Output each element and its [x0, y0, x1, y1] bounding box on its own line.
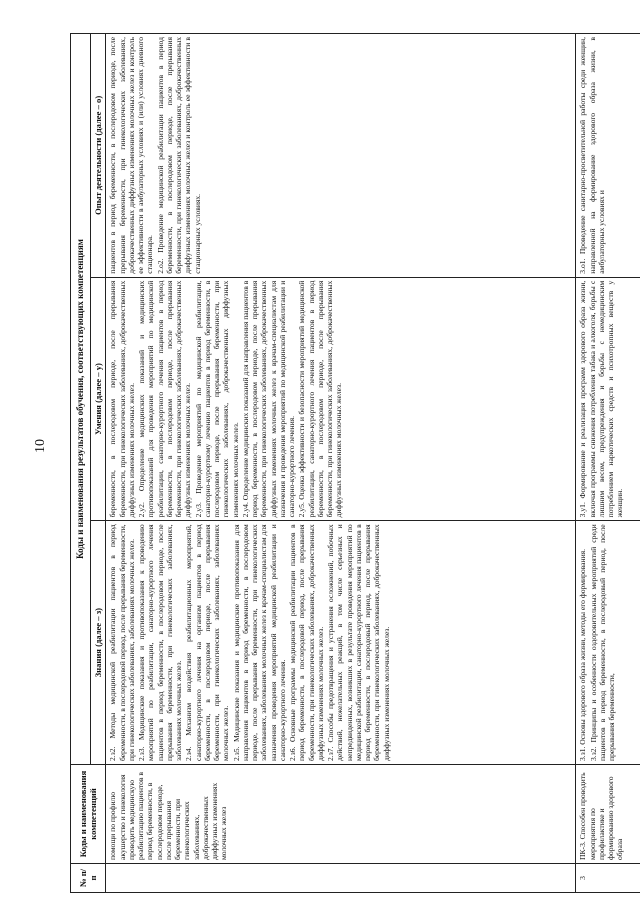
- row-number: [106, 864, 576, 893]
- page-number: 10: [33, 439, 48, 453]
- skill-item: беременности, в послеродовом периоде, после прерывания беременности, при гинекологических заболеваниях, доброкачественных диффузных изменениях молочных желез.: [108, 280, 136, 518]
- table-row: [106, 34, 576, 893]
- competency-cell: помощи по профилю акушерство и гинекология проводить медицинскую реабилитацию пациентов в период беременности, в послеродовом периоде, после прерывания беременности, при гинекологических заболеваниях, доброкачественных диффузных изменениях молочных желез: [106, 765, 576, 864]
- skill-item: 2.у3. Проведение мероприятий по медицинской реабилитации, санаторно-курортному лечению пациентов в период беременности, в послеродовом периоде, после прерывания беременности, при гинекологических заболеваниях, доброкачественных диффузных изменениях молочных желез.: [193, 280, 240, 518]
- table-row: [576, 34, 640, 893]
- skills-cell: [576, 277, 640, 521]
- knowledge-item: 2.з4. Механизм воздействия реабилитационных мероприятий, санаторно-курортного лечения на организм пациентов в период беременности, в послеродовом периоде, после прерывания беременности, при гинекологических заболеваниях, заболеваниях молочных желез.: [184, 524, 231, 761]
- experience-item: пациентов в период беременности, в послеродовом периоде, после прерывания беременности, при гинекологических заболеваниях, доброкачественных диффузных изменениях молочных желез и контроль ее эффективности в амбулаторных условиях и (или) условиях дневного стационара.: [108, 37, 155, 274]
- knowledge-item: 2.з6. Основные программы медицинской реабилитации пациентов в период беременности, в послеродовой период, после прерывания беременности, при гинекологических заболеваниях, доброкачественных диффузных изменениях молочных желез.: [288, 524, 325, 761]
- subheader-row: [90, 34, 105, 893]
- skill-item: 3.у1. Формирование и реализация программ здорового образа жизни, включая программы снижения потребления табака и алкоголя, борьбы с лишним весом, предупреждения и борьбы с немедицинским потреблением наркотических средств и психотропных веществ у женщин.: [578, 280, 625, 518]
- knowledge-item: 3.з2. Принципы и особенности оздоровительных мероприятий среди пациентов в период беременности, в послеродовый период, после прерывания беременности,: [588, 524, 617, 761]
- knowledge-cell: [576, 521, 640, 765]
- skill-item: 2.у2. Определение медицинских показаний и медицинских противопоказаний для проведения мероприятий по медицинской реабилитации, санаторно-курортного лечения пациентов в период беременности, в послеродовом периоде, после прерывания беременности, при гинекологических заболеваниях, доброкачественных диффузных изменениях молочных желез.: [137, 280, 193, 518]
- knowledge-item: 2.з5. Медицинские показания и медицинские противопоказания для направления пациентов в период беременности, в послеродовом периоде, после прерывания беременности, при гинекологических заболеваниях, заболеваниях молочных желез к врачам-специалистам для назначения проведения мероприятий медицинской реабилитации и санаторно-курортного лечения.: [231, 524, 287, 761]
- knowledge-item: 2.з7. Способы предотвращения и устранения осложнений, побочных действий, нежелательных реакций, в том числе серьезных и непредвиденных, возникших в результате проведения мероприятий по медицинской реабилитации, санаторно-курортного лечения пациентов в период беременности, в послеродовый период, после прерывания беременности, при гинекологических заболеваниях, доброкачественных диффузных изменениях молочных желез.: [326, 524, 391, 761]
- header-competency: Коды и наименования компетенций: [71, 765, 106, 864]
- header-knowledge: Знания (далее – з): [90, 521, 105, 765]
- skill-item: 2.у4. Определение медицинских показаний для направления пациентов в период беременности, в послеродовом периоде, после прерывания беременности, при гинекологических заболеваниях, доброкачественных диффузных изменениях молочных желез к врачам-специалистам для назначения и проведения мероприятий по медицинской реабилитации и санаторно-курортного лечения.: [240, 280, 297, 518]
- competency-table: [70, 33, 640, 893]
- header-row: [71, 34, 91, 893]
- knowledge-item: 2.з2. Методы медицинской реабилитации пациентов в период беременности, в послеродовой период, после прерывания беременности, при гинекологических заболеваниях, заболеваниях молочных желез.: [108, 524, 136, 761]
- header-skills: Умения (далее – у): [90, 277, 105, 521]
- experience-item: 2.о2. Проведение медицинской реабилитации пациентов в период беременности, в послеродовом периоде, после прерывания беременности, при гинекологических заболеваниях, доброкачественных диффузных изменениях молочных желез и контроль ее эффективности в стационарных условиях.: [155, 37, 202, 274]
- experience-cell: [576, 34, 640, 278]
- skills-cell: [106, 277, 576, 521]
- knowledge-cell: [106, 521, 576, 765]
- experience-cell: [106, 34, 576, 278]
- competency-cell: ПК-3. Способен проводить мероприятия по профилактике и формированию здорового образа: [576, 765, 640, 864]
- header-number: № п/п: [71, 864, 106, 893]
- header-experience: Опыт деятельности (далее – о): [90, 34, 105, 278]
- row-number: 3: [576, 864, 640, 893]
- knowledge-item: 3.з1. Основы здорового образа жизни, методы его формирования.: [578, 548, 588, 761]
- rotated-page: [70, 33, 630, 893]
- header-banner: Коды и наименования результатов обучения, соответствующих компетенциям: [71, 34, 91, 765]
- experience-item: 3.о1. Проведение санитарно-просветительной работы среди женщин, направленной на формирование здорового образа жизни, в амбулаторных условиях и: [578, 37, 606, 274]
- knowledge-item: 2.з3. Медицинские показания и противопоказания к проведению мероприятий по реабилитации, санаторно-курортного лечения пациентов в период беременности, в послеродовом периоде, после прерывания беременности, при гинекологических заболеваниях, заболеваниях молочных желез.: [137, 524, 184, 761]
- skill-item: 2.у5. Оценка эффективности и безопасности мероприятий медицинской реабилитации, санаторно-курортного лечения пациентов в период беременности, в послеродовом периоде, после прерывания беременности, при гинекологических заболеваниях, доброкачественных диффузных изменениях молочных желез.: [297, 280, 344, 518]
